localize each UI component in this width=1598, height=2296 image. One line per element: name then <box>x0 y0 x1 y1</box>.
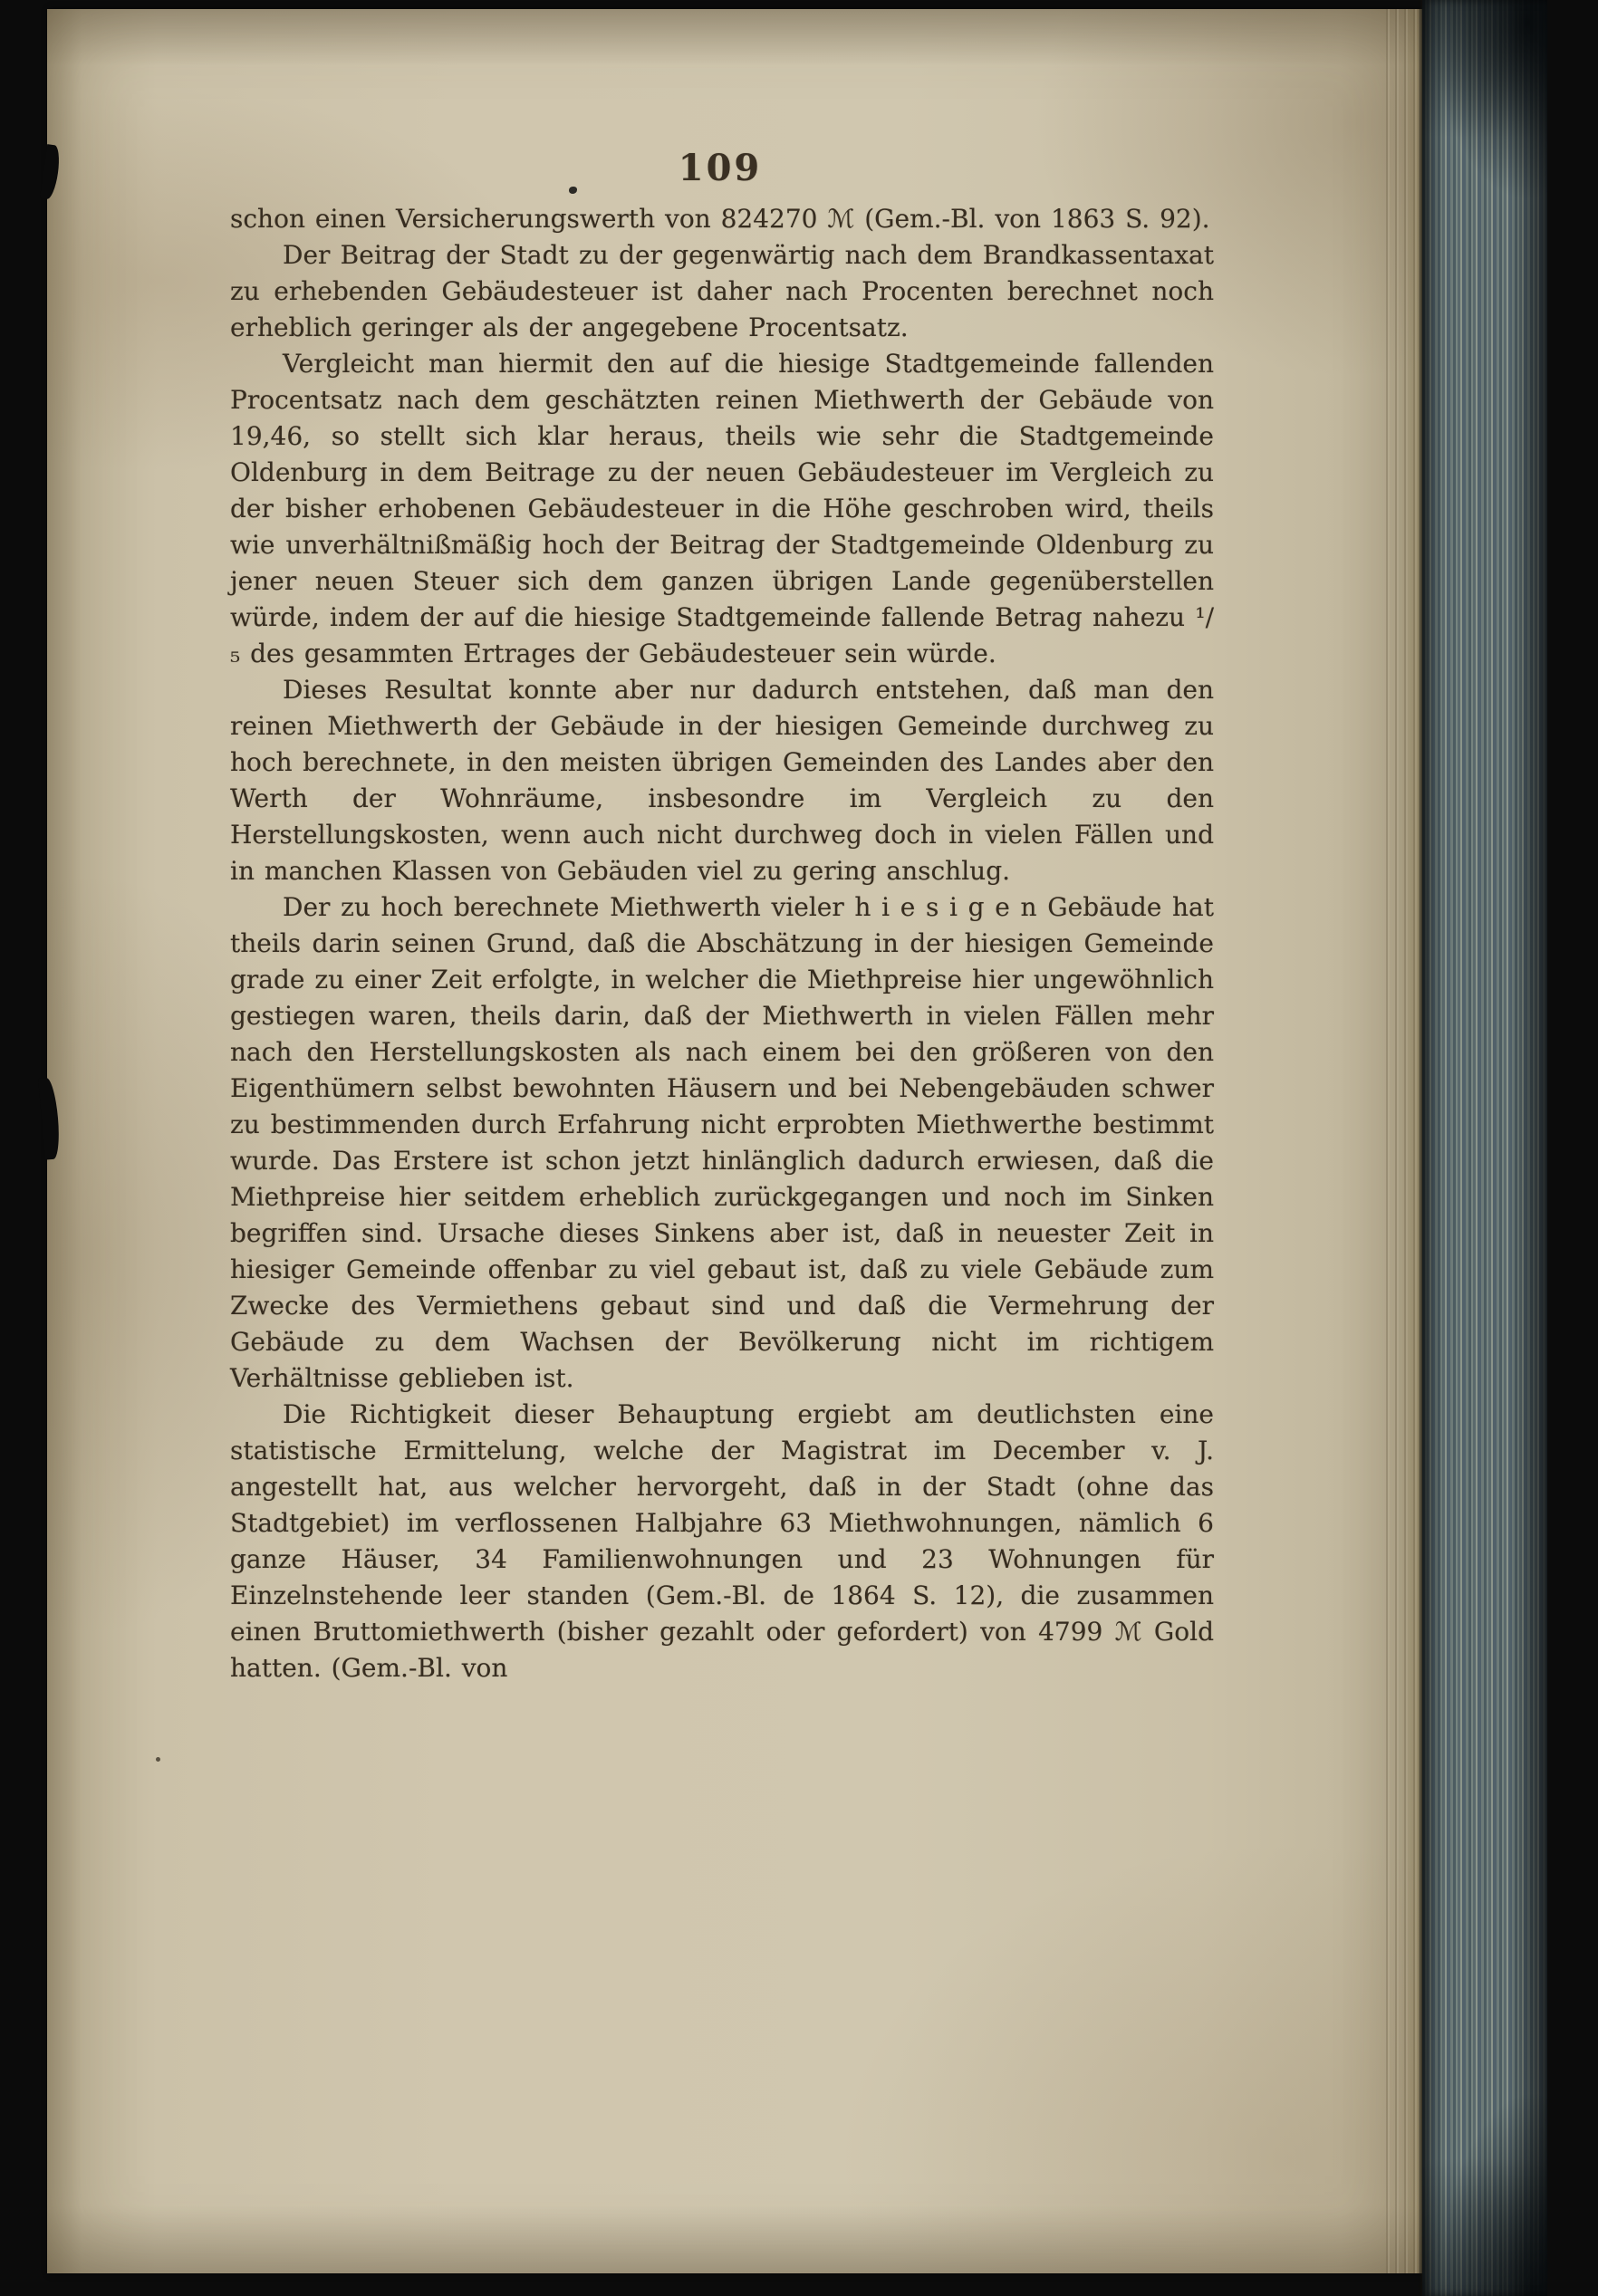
page-edge-tear <box>38 1077 62 1159</box>
paragraph: Der Beitrag der Stadt zu der gegenwärtig nach dem Brandkassentaxat zu erhebenden Gebäudesteuer ist daher nach Procenten berechnet noch erheblich geringer als der angegebene Procentsatz. <box>230 240 1214 342</box>
paragraph: Dieses Resultat konnte aber nur dadurch entstehen, daß man den reinen Miethwerth der Gebäude in der hiesigen Gemeinde durchweg zu hoch berechnete, in den meisten übrigen Gemeinden des Landes aber den Werth der Wohnräume, insbesondre im Vergleich zu den Herstellungskosten, wenn auch nicht durchweg doch in vielen Fällen und in manchen Klassen von Gebäuden viel zu gering anschlug. <box>230 675 1214 886</box>
paragraph: Die Richtigkeit dieser Behauptung ergiebt am deutlichsten eine statistische Ermittelung, welche der Magistrat im December v. J. angestellt hat, aus welcher hervorgeht, daß in der Stadt (ohne das Stadtgebiet) im verflossenen Halbjahre 63 Miethwohnungen, nämlich 6 ganze Häuser, 34 Familienwohnungen und 23 Wohnungen für Einzelnstehende leer standen (Gem.-Bl. de 1864 S. 12), die zusammen einen Bruttomiethwerth (bisher gezahlt oder gefordert) von 4799 ℳ Gold hatten. (Gem.-Bl. von <box>230 1399 1214 1683</box>
paragraph-continuation: schon einen Versicherungswerth von 824270 ℳ (Gem.-Bl. von 1863 S. 92). <box>230 204 1210 234</box>
book-page <box>47 9 1422 2273</box>
ink-speck <box>156 1757 160 1762</box>
page-text <box>230 201 1214 1686</box>
page-edge-tear <box>40 144 62 200</box>
paragraph: Vergleicht man hiermit den auf die hiesige Stadtgemeinde fallenden Procentsatz nach dem geschätzten reinen Miethwerth der Gebäude von 19,46, so stellt sich klar heraus, theils wie sehr die Stadtgemeinde Oldenburg in dem Beitrage zu der neuen Gebäudesteuer im Vergleich zu der bisher erhobenen Gebäudesteuer in die Höhe geschroben wird, theils wie unverhältnißmäßig hoch der Beitrag der Stadtgemeinde Oldenburg zu jener neuen Steuer sich dem ganzen übrigen Lande gegenüberstellen würde, indem der auf die hiesige Stadtgemeinde fallende Betrag nahezu ¹/₅ des gesammten Ertrages der Gebäudesteuer sein würde. <box>230 349 1214 668</box>
book-fore-edge <box>1422 0 1547 2296</box>
paragraph: Der zu hoch berechnete Miethwerth vieler h i e s i g e n Gebäude hat theils darin seinen Grund, daß die Abschätzung in der hiesigen Gemeinde grade zu einer Zeit erfolgte, in welcher die Miethpreise hier ungewöhnlich gestiegen waren, theils darin, daß der Miethwerth in vielen Fällen mehr nach den Herstellungskosten als nach einem bei den größeren von den Eigenthümern selbst bewohnten Häusern und bei Nebengebäuden schwer zu bestimmenden durch Erfahrung nicht erprobten Miethwerthe bestimmt wurde. Das Erstere ist schon jetzt hinlänglich dadurch erwiesen, daß die Miethpreise hier seitdem erheblich zurückgegangen und noch im Sinken begriffen sind. Ursache dieses Sinkens aber ist, daß in neuester Zeit in hiesiger Gemeinde offenbar zu viel gebaut ist, daß zu viele Gebäude zum Zwecke des Vermiethens gebaut sind und daß die Vermehrung der Gebäude zu dem Wachsen der Bevölkerung nicht im richtigem Verhältnisse geblieben ist. <box>230 892 1214 1393</box>
page-number: 109 <box>678 147 763 189</box>
